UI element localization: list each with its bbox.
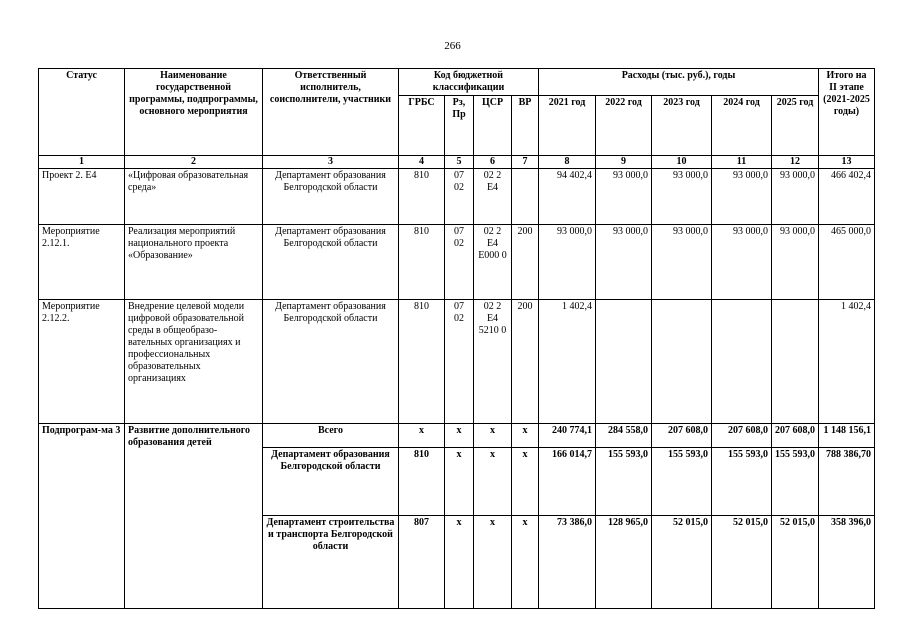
subprogram-2023: 52 015,0 xyxy=(652,516,712,609)
header-csr: ЦСР xyxy=(474,96,512,156)
page-number: 266 xyxy=(444,40,461,52)
row-2022: 93 000,0 xyxy=(596,225,652,300)
header-2023: 2023 год xyxy=(652,96,712,156)
row-name: Внедрение целевой модели цифровой образовательной среды в общеобразо-вательных организациях и профессиональных образовательных организациях xyxy=(125,300,263,424)
subprogram-status: Подпрограм-ма 3 xyxy=(39,424,125,609)
col-number: 9 xyxy=(596,156,652,169)
subprogram-2025: 207 608,0 xyxy=(772,424,819,448)
row-2021: 94 402,4 xyxy=(539,169,596,225)
table-row xyxy=(39,300,875,424)
row-status: Мероприятие 2.12.2. xyxy=(39,300,125,424)
row-vr: 200 xyxy=(512,225,539,300)
subprogram-total: 358 396,0 xyxy=(819,516,875,609)
subprogram-vr: x xyxy=(512,516,539,609)
col-number: 11 xyxy=(712,156,772,169)
subprogram-2021: 73 386,0 xyxy=(539,516,596,609)
row-status: Мероприятие 2.12.1. xyxy=(39,225,125,300)
col-number: 12 xyxy=(772,156,819,169)
row-vr xyxy=(512,169,539,225)
header-executor: Ответственный исполнитель, соисполнители, участники xyxy=(263,69,399,156)
header-2022: 2022 год xyxy=(596,96,652,156)
subprogram-2024: 155 593,0 xyxy=(712,448,772,516)
row-name: «Цифровая образовательная среда» xyxy=(125,169,263,225)
subprogram-name: Развитие дополнительного образования детей xyxy=(125,424,263,609)
subprogram-csr: x xyxy=(474,424,512,448)
row-rz: 07 02 xyxy=(445,300,474,424)
col-number: 1 xyxy=(39,156,125,169)
subprogram-2021: 166 014,7 xyxy=(539,448,596,516)
subprogram-2023: 155 593,0 xyxy=(652,448,712,516)
row-2023: 93 000,0 xyxy=(652,169,712,225)
row-name: Реализация мероприятий национального проекта «Образование» xyxy=(125,225,263,300)
row-2024: 93 000,0 xyxy=(712,225,772,300)
row-2021: 1 402,4 xyxy=(539,300,596,424)
row-rz: 07 02 xyxy=(445,225,474,300)
header-status: Статус xyxy=(39,69,125,156)
header-row-1 xyxy=(39,69,875,96)
subprogram-grbs: 810 xyxy=(399,448,445,516)
row-executor: Департамент образования Белгородской области xyxy=(263,169,399,225)
subprogram-2022: 284 558,0 xyxy=(596,424,652,448)
col-number: 13 xyxy=(819,156,875,169)
subprogram-vr: x xyxy=(512,448,539,516)
subprogram-rz: x xyxy=(445,448,474,516)
subprogram-csr: x xyxy=(474,448,512,516)
subprogram-executor: Департамент образования Белгородской области xyxy=(263,448,399,516)
header-total: Итого на II этапе (2021-2025 годы) xyxy=(819,69,875,156)
col-number: 5 xyxy=(445,156,474,169)
subprogram-rz: x xyxy=(445,424,474,448)
row-2024: 93 000,0 xyxy=(712,169,772,225)
subprogram-2022: 155 593,0 xyxy=(596,448,652,516)
row-2023: 93 000,0 xyxy=(652,225,712,300)
subprogram-executor: Всего xyxy=(263,424,399,448)
subprogram-2024: 52 015,0 xyxy=(712,516,772,609)
subprogram-grbs: x xyxy=(399,424,445,448)
row-total: 465 000,0 xyxy=(819,225,875,300)
col-number: 3 xyxy=(263,156,399,169)
subprogram-csr: x xyxy=(474,516,512,609)
subprogram-2022: 128 965,0 xyxy=(596,516,652,609)
col-number: 7 xyxy=(512,156,539,169)
row-2021: 93 000,0 xyxy=(539,225,596,300)
subprogram-2025: 52 015,0 xyxy=(772,516,819,609)
table-row xyxy=(39,169,875,225)
row-2025 xyxy=(772,300,819,424)
row-2025: 93 000,0 xyxy=(772,225,819,300)
row-2022: 93 000,0 xyxy=(596,169,652,225)
subprogram-2021: 240 774,1 xyxy=(539,424,596,448)
subprogram-2024: 207 608,0 xyxy=(712,424,772,448)
subprogram-rz: x xyxy=(445,516,474,609)
row-executor: Департамент образования Белгородской области xyxy=(263,300,399,424)
header-name: Наименование государственной программы, подпрограммы, основного мероприятия xyxy=(125,69,263,156)
row-total: 1 402,4 xyxy=(819,300,875,424)
row-grbs: 810 xyxy=(399,300,445,424)
table-row xyxy=(39,225,875,300)
col-number: 2 xyxy=(125,156,263,169)
row-grbs: 810 xyxy=(399,225,445,300)
header-expenses: Расходы (тыс. руб.), годы xyxy=(539,69,819,96)
header-2025: 2025 год xyxy=(772,96,819,156)
row-grbs: 810 xyxy=(399,169,445,225)
row-status: Проект 2. Е4 xyxy=(39,169,125,225)
header-rz: Рз, Пр xyxy=(445,96,474,156)
header-grbs: ГРБС xyxy=(399,96,445,156)
row-executor: Департамент образования Белгородской области xyxy=(263,225,399,300)
header-2021: 2021 год xyxy=(539,96,596,156)
row-vr: 200 xyxy=(512,300,539,424)
subprogram-grbs: 807 xyxy=(399,516,445,609)
budget-table xyxy=(38,68,875,609)
column-number-row xyxy=(39,156,875,169)
row-total: 466 402,4 xyxy=(819,169,875,225)
row-csr: 02 2 Е4 xyxy=(474,169,512,225)
subprogram-vr: x xyxy=(512,424,539,448)
row-csr: 02 2 Е4 5210 0 xyxy=(474,300,512,424)
col-number: 8 xyxy=(539,156,596,169)
header-vr: ВР xyxy=(512,96,539,156)
header-2024: 2024 год xyxy=(712,96,772,156)
col-number: 4 xyxy=(399,156,445,169)
subprogram-total: 1 148 156,1 xyxy=(819,424,875,448)
subprogram-total: 788 386,70 xyxy=(819,448,875,516)
subprogram-row-total xyxy=(39,424,875,448)
row-rz: 07 02 xyxy=(445,169,474,225)
subprogram-2023: 207 608,0 xyxy=(652,424,712,448)
col-number: 10 xyxy=(652,156,712,169)
row-2025: 93 000,0 xyxy=(772,169,819,225)
subprogram-2025: 155 593,0 xyxy=(772,448,819,516)
row-csr: 02 2 Е4 Е000 0 xyxy=(474,225,512,300)
row-2022 xyxy=(596,300,652,424)
header-budget-code: Код бюджетной классификации xyxy=(399,69,539,96)
row-2023 xyxy=(652,300,712,424)
subprogram-executor: Департамент строительства и транспорта Белгородской области xyxy=(263,516,399,609)
col-number: 6 xyxy=(474,156,512,169)
row-2024 xyxy=(712,300,772,424)
